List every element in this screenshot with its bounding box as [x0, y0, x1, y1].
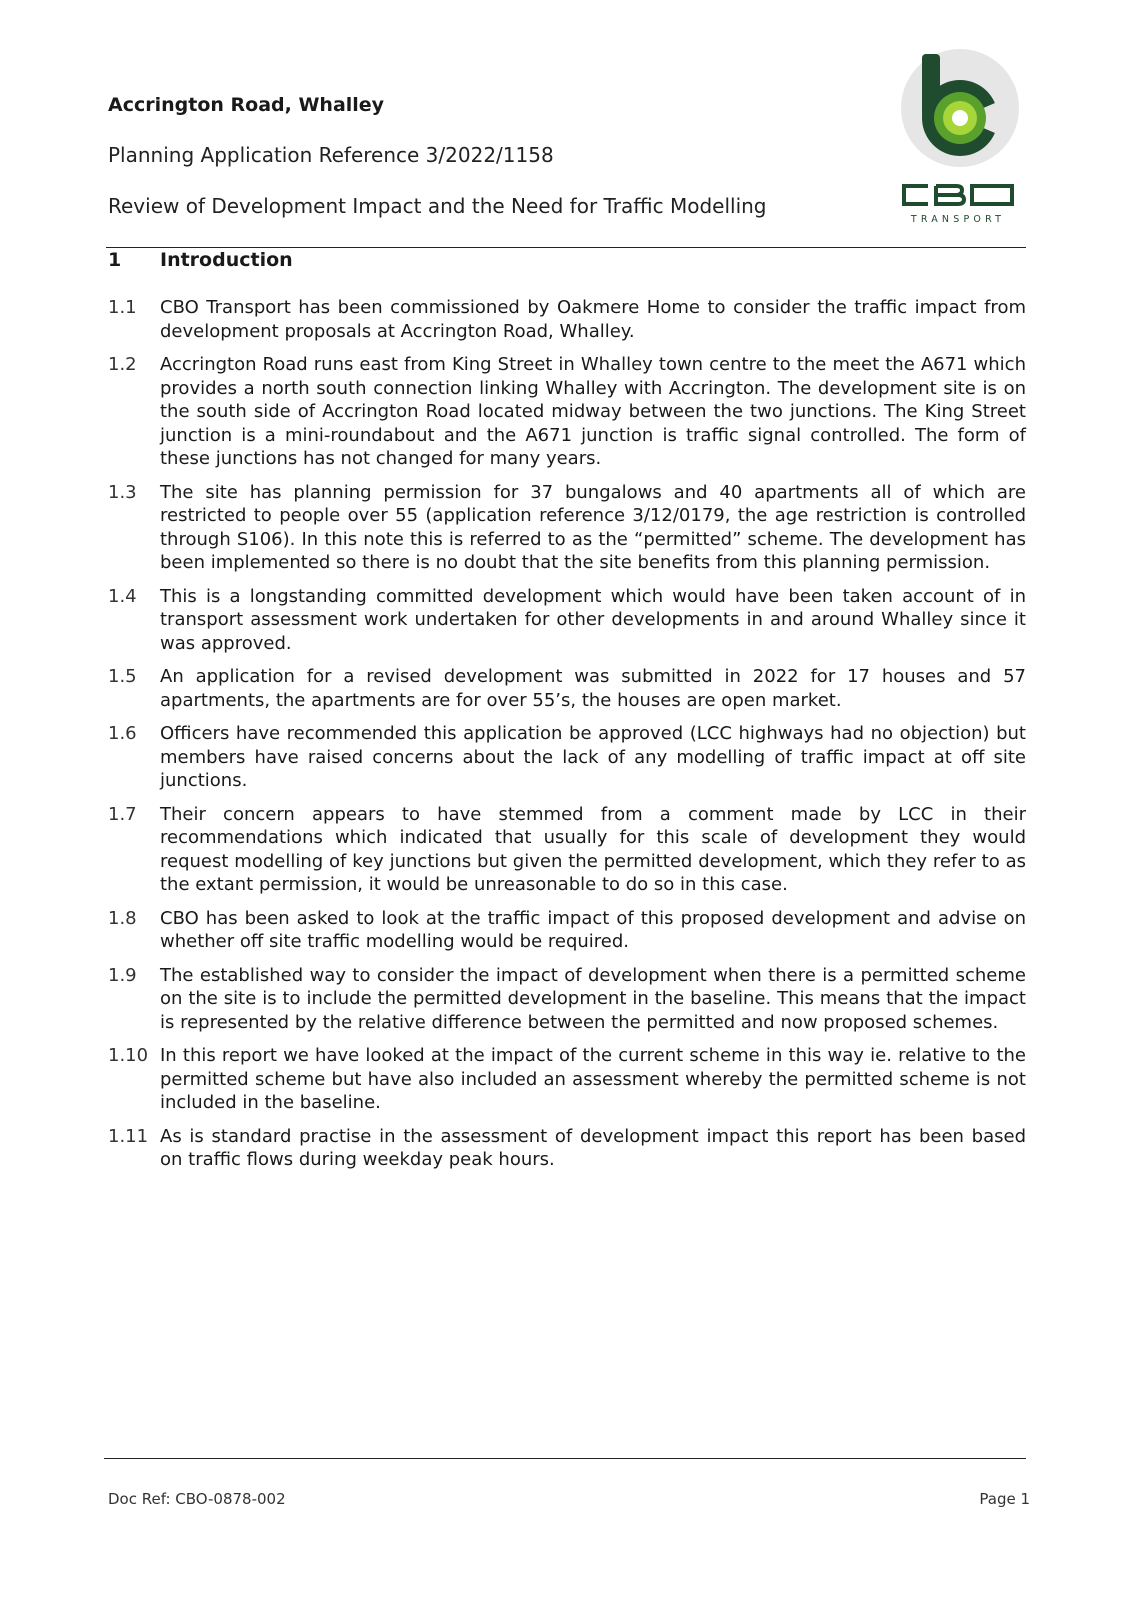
cbo-transport-logo [898, 48, 1028, 233]
paragraph-number: 1.3 [108, 481, 137, 503]
paragraph-text: Officers have recommended this application be approved (LCC highways had no objection) but members have raised concerns about the lack of any modelling of traffic impact at off site junctions. [160, 723, 1026, 791]
footer-divider [104, 1458, 1026, 1459]
paragraph [108, 296, 1026, 343]
paragraph [108, 964, 1026, 1035]
paragraph-number: 1.11 [108, 1125, 149, 1147]
paragraph-number: 1.10 [108, 1045, 149, 1066]
document-title: Accrington Road, Whalley [108, 94, 385, 116]
paragraph [108, 1125, 1026, 1172]
section-number: 1 [108, 249, 122, 271]
paragraph-number: 1.8 [108, 907, 137, 929]
paragraph-number: 1.9 [108, 964, 137, 986]
section-heading [108, 249, 1028, 271]
paragraph-text: Accrington Road runs east from King Street in Whalley town centre to the meet the A671 which provides a north south connection linking Whalley with Accrington. The development site is on the south side of Accrington Road located midway between the two junctions. The King Street junction is a mini-roundabout and the A671 junction is traffic signal controlled. The form of these junctions has not changed for many years. [160, 354, 1026, 469]
planning-reference: Planning Application Reference 3/2022/1158 [108, 143, 554, 167]
paragraph-number: 1.5 [108, 666, 137, 687]
footer-doc-ref: Doc Ref: CBO-0878-002 [108, 1490, 286, 1508]
paragraph-text: This is a longstanding committed development which would have been taken account of in transport assessment work undertaken for other developments in and around Whalley since it was approved. [160, 585, 1026, 654]
paragraph-number: 1.6 [108, 723, 137, 744]
logo-tagline: TRANSPORT [910, 214, 1006, 225]
paragraph-list [108, 296, 1026, 1182]
paragraph-text: The site has planning permission for 37 bungalows and 40 apartments all of which are restricted to people over 55 (application reference 3/12/0179, the age restriction is controlled through S106). In this note this is referred to as the “permitted” scheme. The development has been implemented so there is no doubt that the site benefits from this planning permission. [160, 481, 1026, 573]
paragraph [108, 481, 1026, 575]
paragraph-number: 1.1 [108, 297, 137, 318]
paragraph-text: In this report we have looked at the impact of the current scheme in this way ie. relative to the permitted scheme but have also included an assessment whereby the permitted scheme is not included in the baseline. [160, 1045, 1026, 1113]
footer-page-number: Page 1 [979, 1490, 1030, 1508]
paragraph [108, 907, 1026, 954]
paragraph-number: 1.7 [108, 803, 137, 825]
paragraph-text: An application for a revised development was submitted in 2022 for 17 houses and 57 apartments, the apartments are for over 55’s, the houses are open market. [160, 666, 1026, 711]
logo-center [952, 110, 968, 126]
paragraph-text: As is standard practise in the assessment of development impact this report has been based on traffic flows during weekday peak hours. [160, 1125, 1026, 1170]
paragraph [108, 585, 1026, 656]
paragraph [108, 803, 1026, 897]
paragraph [108, 1044, 1026, 1115]
paragraph-text: CBO has been asked to look at the traffic impact of this proposed development and advise on whether off site traffic modelling would be required. [160, 907, 1026, 952]
paragraph-number: 1.4 [108, 585, 137, 607]
paragraph [108, 353, 1026, 471]
logo-wordmark [904, 186, 1012, 204]
header-divider [106, 247, 1026, 248]
section-title: Introduction [160, 249, 293, 271]
paragraph [108, 665, 1026, 712]
paragraph-text: Their concern appears to have stemmed from a comment made by LCC in their recommendations which indicated that usually for this scale of development they would request modelling of key junctions but given the permitted development, which they refer to as the extant permission, it would be unreasonable to do so in this case. [160, 803, 1026, 895]
paragraph-number: 1.2 [108, 354, 137, 375]
paragraph-text: CBO Transport has been commissioned by Oakmere Home to consider the traffic impact from development proposals at Accrington Road, Whalley. [160, 297, 1026, 342]
paragraph [108, 722, 1026, 793]
paragraph-text: The established way to consider the impact of development when there is a permitted scheme on the site is to include the permitted development in the baseline. This means that the impact is represented by the relative difference between the permitted and now proposed schemes. [160, 964, 1026, 1033]
document-subject: Review of Development Impact and the Need for Traffic Modelling [108, 194, 767, 218]
